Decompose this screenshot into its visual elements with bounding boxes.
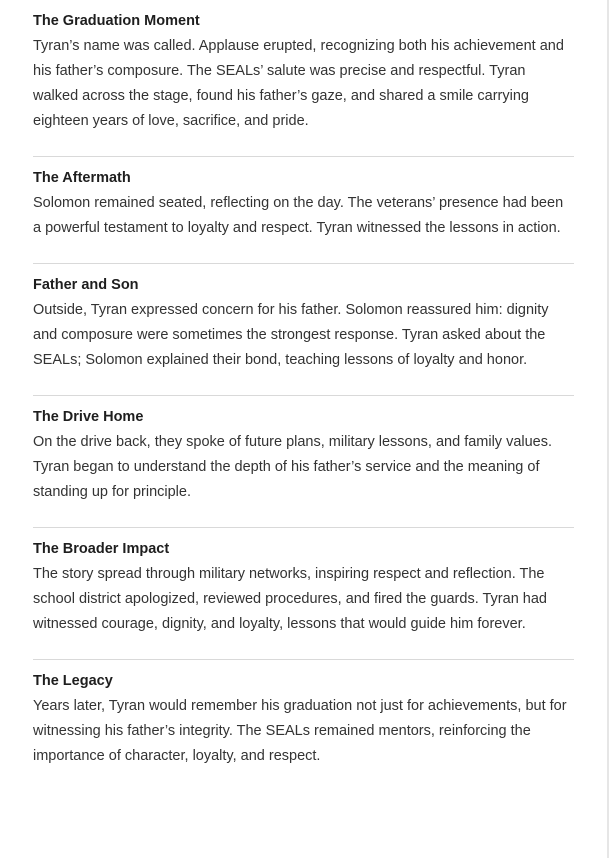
- section-body: On the drive back, they spoke of future plans, military lessons, and family values. Tyran began to understand the depth of his father’s service and the meaning of standing up for principle.: [33, 434, 553, 500]
- section-father-and-son: [33, 263, 574, 395]
- section-legacy: [33, 659, 574, 791]
- section-title: The Legacy: [33, 673, 113, 689]
- section-body: Outside, Tyran expressed concern for his father. Solomon reassured him: dignity and composure were sometimes the strongest response. Tyran asked about the SEALs; Solomon explained their bond, teaching lessons of loyalty and honor.: [33, 302, 549, 368]
- section-title: The Graduation Moment: [33, 13, 200, 29]
- section-graduation-moment: [33, 0, 574, 156]
- section-title: The Drive Home: [33, 409, 144, 425]
- section-title: The Broader Impact: [33, 541, 170, 557]
- section-title: Father and Son: [33, 277, 139, 293]
- section-title: The Aftermath: [33, 170, 131, 186]
- section-body: Years later, Tyran would remember his graduation not just for achievements, but for witnessing his father’s integrity. The SEALs remained mentors, reinforcing the importance of character, loyalty, and respect.: [33, 698, 567, 764]
- section-aftermath: [33, 156, 574, 263]
- section-body: The story spread through military networks, inspiring respect and reflection. The school district apologized, reviewed procedures, and fired the guards. Tyran had witnessed courage, dignity, and loyalty, lessons that would guide him forever.: [33, 566, 547, 632]
- section-broader-impact: [33, 527, 574, 659]
- article: [33, 0, 574, 791]
- section-body: Solomon remained seated, reflecting on the day. The veterans’ presence had been a powerful testament to loyalty and respect. Tyran witnessed the lessons in action.: [33, 195, 564, 236]
- section-body: Tyran’s name was called. Applause erupted, recognizing both his achievement and his father’s composure. The SEALs’ salute was precise and respectful. Tyran walked across the stage, found his father’s gaze, and shared a smile carrying eighteen years of love, sacrifice, and pride.: [33, 38, 564, 129]
- section-drive-home: [33, 395, 574, 527]
